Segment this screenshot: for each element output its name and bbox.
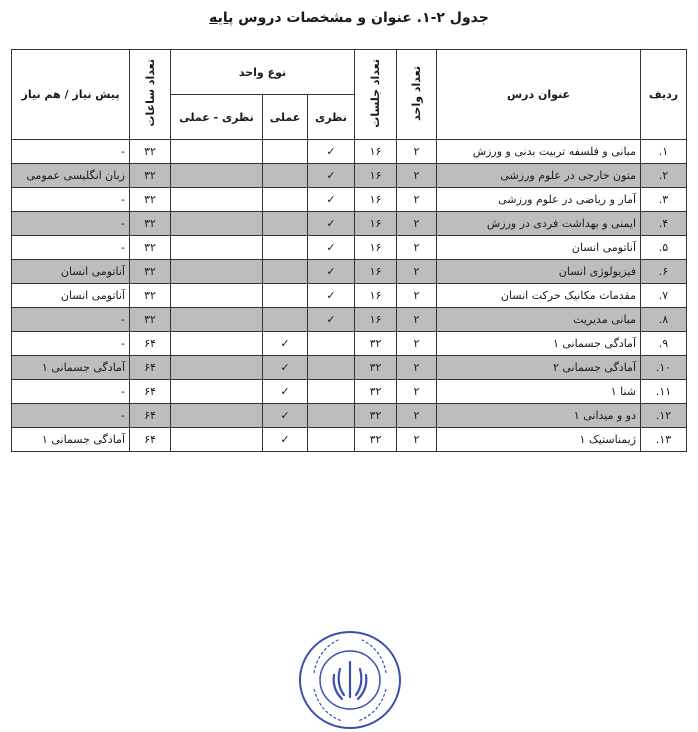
cell-hours: ۳۲ [130,164,171,188]
courses-body [12,140,687,452]
cell-theory-practical [171,308,263,332]
cell-theory: ✓ [308,236,355,260]
cell-course-title: مبانی مدیریت [437,308,641,332]
cell-theory-practical [171,380,263,404]
cell-prereq: آناتومی انسان [12,260,130,284]
cell-row-no: ۹. [641,332,687,356]
cell-row-no: ۱۰. [641,356,687,380]
header-practical: عملی [263,95,308,140]
cell-theory-practical [171,428,263,452]
cell-row-no: ۱۱. [641,380,687,404]
cell-sessions: ۱۶ [355,164,397,188]
table-row [12,260,687,284]
cell-theory-practical [171,188,263,212]
cell-theory-practical [171,284,263,308]
table-row [12,140,687,164]
cell-units: ۲ [397,332,437,356]
cell-hours: ۳۲ [130,260,171,284]
cell-theory [308,404,355,428]
cell-prereq: زبان انگلیسی عمومی [12,164,130,188]
cell-row-no: ۶. [641,260,687,284]
cell-hours: ۶۴ [130,356,171,380]
cell-sessions: ۳۲ [355,356,397,380]
cell-row-no: ۳. [641,188,687,212]
header-units: تعداد واحد [397,50,437,140]
cell-course-title: دو و میدانی ۱ [437,404,641,428]
cell-row-no: ۸. [641,308,687,332]
cell-prereq: - [12,308,130,332]
cell-units: ۲ [397,212,437,236]
cell-theory: ✓ [308,284,355,308]
cell-theory: ✓ [308,260,355,284]
cell-practical: ✓ [263,356,308,380]
cell-hours: ۶۴ [130,428,171,452]
table-row [12,188,687,212]
header-prereq: پیش نیاز / هم نیاز [12,50,130,140]
cell-prereq: - [12,212,130,236]
table-row [12,428,687,452]
cell-course-title: شنا ۱ [437,380,641,404]
cell-units: ۲ [397,236,437,260]
cell-course-title: ایمنی و بهداشت فردی در ورزش [437,212,641,236]
cell-practical [263,140,308,164]
cell-theory [308,380,355,404]
cell-sessions: ۳۲ [355,332,397,356]
cell-course-title: فیزیولوژی انسان [437,260,641,284]
cell-row-no: ۵. [641,236,687,260]
caption-text: جدول ۲-۱. عنوان و مشخصات دروس [233,10,489,26]
cell-hours: ۳۲ [130,236,171,260]
cell-sessions: ۳۲ [355,380,397,404]
cell-practical: ✓ [263,332,308,356]
cell-prereq: آمادگی جسمانی ۱ [12,428,130,452]
cell-theory: ✓ [308,212,355,236]
cell-theory-practical [171,140,263,164]
table-row [12,236,687,260]
cell-prereq: - [12,404,130,428]
header-hours: تعداد ساعات [130,50,171,140]
cell-theory [308,428,355,452]
table-row [12,356,687,380]
cell-course-title: مبانی و فلسفه تربیت بدنی و ورزش [437,140,641,164]
cell-units: ۲ [397,356,437,380]
cell-course-title: آمادگی جسمانی ۱ [437,332,641,356]
cell-theory-practical [171,332,263,356]
table-row [12,332,687,356]
header-theory: نظری [308,95,355,140]
cell-course-title: مقدمات مکانیک حرکت انسان [437,284,641,308]
cell-practical [263,212,308,236]
cell-theory-practical [171,260,263,284]
cell-course-title: ژیمناستیک ۱ [437,428,641,452]
table-row [12,164,687,188]
cell-practical [263,308,308,332]
cell-units: ۲ [397,284,437,308]
cell-prereq: - [12,332,130,356]
header-course-title: عنوان درس [437,50,641,140]
cell-course-title: متون خارجی در علوم ورزشی [437,164,641,188]
cell-sessions: ۱۶ [355,260,397,284]
cell-course-title: آمار و ریاضی در علوم ورزشی [437,188,641,212]
cell-sessions: ۱۶ [355,308,397,332]
cell-sessions: ۱۶ [355,188,397,212]
cell-practical [263,164,308,188]
cell-practical: ✓ [263,404,308,428]
cell-theory [308,356,355,380]
cell-sessions: ۱۶ [355,140,397,164]
cell-theory: ✓ [308,164,355,188]
cell-practical [263,260,308,284]
cell-row-no: ۱۲. [641,404,687,428]
table-row [12,380,687,404]
cell-practical [263,284,308,308]
cell-theory-practical [171,164,263,188]
cell-units: ۲ [397,380,437,404]
cell-theory: ✓ [308,308,355,332]
table-row [12,212,687,236]
cell-theory: ✓ [308,188,355,212]
cell-prereq: آناتومی انسان [12,284,130,308]
cell-units: ۲ [397,188,437,212]
cell-units: ۲ [397,428,437,452]
cell-units: ۲ [397,260,437,284]
table-row [12,404,687,428]
cell-theory: ✓ [308,140,355,164]
cell-row-no: ۷. [641,284,687,308]
cell-prereq: - [12,188,130,212]
cell-sessions: ۳۲ [355,404,397,428]
cell-theory-practical [171,212,263,236]
cell-sessions: ۱۶ [355,284,397,308]
cell-hours: ۶۴ [130,332,171,356]
cell-prereq: - [12,236,130,260]
cell-hours: ۳۲ [130,188,171,212]
cell-hours: ۳۲ [130,284,171,308]
cell-practical [263,188,308,212]
cell-course-title: آناتومی انسان [437,236,641,260]
cell-hours: ۳۲ [130,140,171,164]
table-caption [0,10,698,26]
cell-prereq: آمادگی جسمانی ۱ [12,356,130,380]
cell-units: ۲ [397,308,437,332]
cell-sessions: ۱۶ [355,212,397,236]
header-theory-practical: نظری - عملی [171,95,263,140]
table-row [12,284,687,308]
cell-row-no: ۴. [641,212,687,236]
table-row [12,308,687,332]
cell-row-no: ۱. [641,140,687,164]
cell-row-no: ۲. [641,164,687,188]
cell-theory-practical [171,236,263,260]
cell-units: ۲ [397,140,437,164]
emblem-stamp [296,629,404,731]
cell-prereq: - [12,380,130,404]
header-unit-type: نوع واحد [171,50,355,95]
cell-hours: ۶۴ [130,404,171,428]
cell-course-title: آمادگی جسمانی ۲ [437,356,641,380]
cell-sessions: ۳۲ [355,428,397,452]
header-row-no: ردیف [641,50,687,140]
cell-hours: ۳۲ [130,212,171,236]
courses-table [11,49,687,452]
cell-units: ۲ [397,164,437,188]
header-sessions: تعداد جلسات [355,50,397,140]
cell-row-no: ۱۳. [641,428,687,452]
cell-hours: ۶۴ [130,380,171,404]
cell-hours: ۳۲ [130,308,171,332]
cell-prereq: - [12,140,130,164]
cell-sessions: ۱۶ [355,236,397,260]
cell-theory-practical [171,356,263,380]
cell-theory-practical [171,404,263,428]
cell-practical: ✓ [263,428,308,452]
cell-practical [263,236,308,260]
cell-practical: ✓ [263,380,308,404]
caption-underlined: پایه [209,10,234,26]
cell-units: ۲ [397,404,437,428]
cell-theory [308,332,355,356]
